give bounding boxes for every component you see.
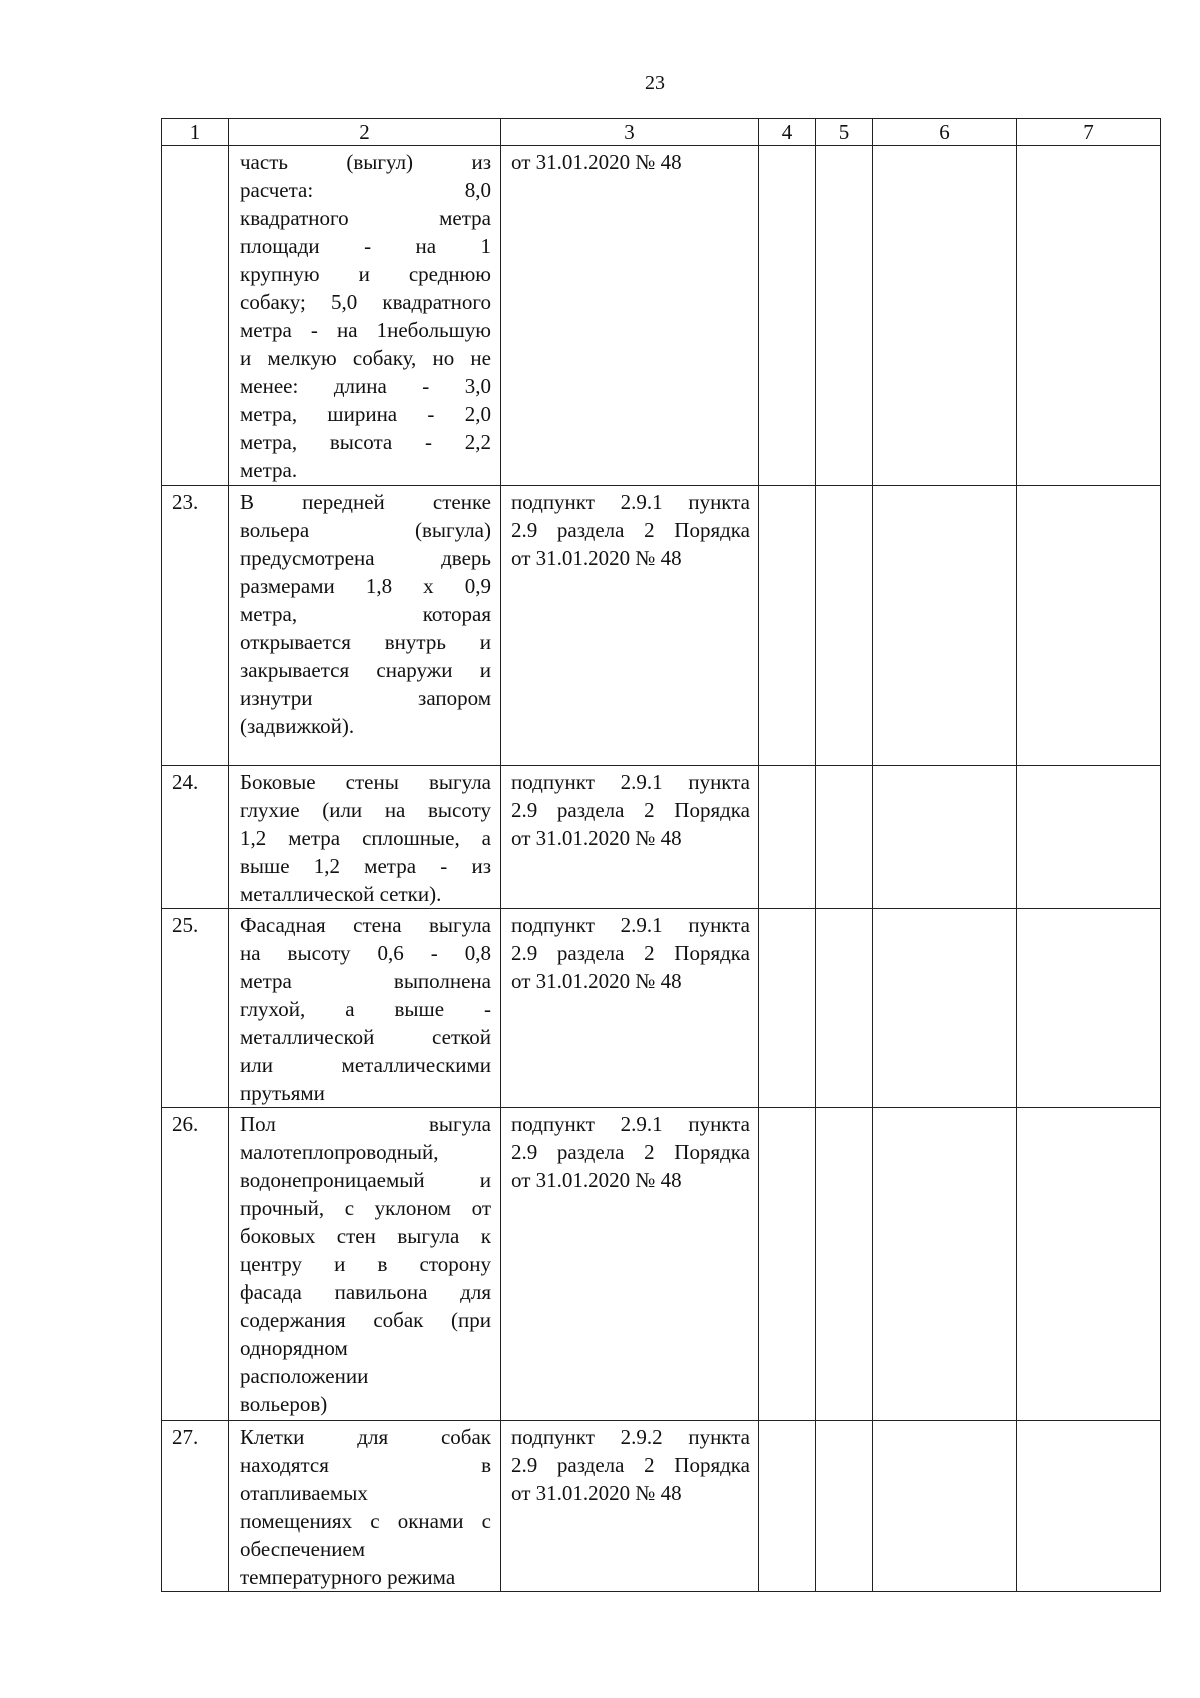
requirement-line: фасада павильона для — [240, 1280, 491, 1304]
reference-line: подпункт 2.9.1 пункта — [511, 490, 750, 514]
empty-cell — [873, 1108, 1017, 1421]
requirement-line: и мелкую собаку, но не — [240, 346, 491, 370]
empty-cell — [1017, 1108, 1161, 1421]
requirement-line: малотеплопроводный, — [240, 1140, 439, 1164]
page-number: 23 — [645, 72, 665, 94]
empty-cell — [816, 146, 873, 486]
empty-cell — [816, 909, 873, 1108]
requirement-line: 1,2 метра сплошные, а — [240, 826, 491, 850]
requirement-line: предусмотрена дверь — [240, 546, 491, 570]
empty-cell — [873, 1421, 1017, 1592]
reference-line: 2.9 раздела 2 Порядка — [511, 518, 750, 542]
column-header: 7 — [1017, 119, 1161, 146]
row-number: 23. — [162, 486, 229, 766]
requirement-line: глухой, а выше - — [240, 997, 491, 1021]
column-header: 2 — [229, 119, 501, 146]
requirement-line: вольеров) — [240, 1392, 328, 1416]
empty-cell — [1017, 766, 1161, 909]
empty-cell — [873, 766, 1017, 909]
empty-cell — [816, 766, 873, 909]
requirement-line: выше 1,2 метра - из — [240, 854, 491, 878]
empty-cell — [816, 1108, 873, 1421]
table-row — [162, 486, 1161, 766]
requirement-line: Пол выгула — [240, 1112, 491, 1136]
requirement-line: размерами 1,8 х 0,9 — [240, 574, 491, 598]
row-number: 24. — [162, 766, 229, 909]
requirement-line: на высоту 0,6 - 0,8 — [240, 941, 491, 965]
requirement-line: метра, высота - 2,2 — [240, 430, 491, 454]
requirement-line: Клетки для собак — [240, 1425, 491, 1449]
requirement-line: помещениях с окнами с — [240, 1509, 491, 1533]
requirement-text — [229, 909, 501, 1108]
reference-line: от 31.01.2020 № 48 — [511, 1481, 682, 1505]
empty-cell — [1017, 1421, 1161, 1592]
requirement-line: Фасадная стена выгула — [240, 913, 491, 937]
table-row — [162, 909, 1161, 1108]
requirement-line: обеспечением — [240, 1537, 366, 1561]
empty-cell — [873, 146, 1017, 486]
column-header: 3 — [501, 119, 759, 146]
empty-cell — [759, 766, 816, 909]
requirement-line: менее: длина - 3,0 — [240, 374, 491, 398]
empty-cell — [1017, 909, 1161, 1108]
requirement-line: (задвижкой). — [240, 714, 355, 738]
requirement-line: метра. — [240, 458, 298, 482]
requirement-line: расположении — [240, 1364, 369, 1388]
requirement-line: глухие (или на высоту — [240, 798, 491, 822]
empty-cell — [759, 909, 816, 1108]
table-row — [162, 766, 1161, 909]
requirement-text — [229, 146, 501, 486]
requirement-line: расчета: 8,0 — [240, 178, 491, 202]
table-row — [162, 1108, 1161, 1421]
legal-reference — [501, 146, 759, 486]
empty-cell — [759, 1108, 816, 1421]
requirement-line: метра - на 1небольшую — [240, 318, 491, 342]
requirement-line: металлической сетки). — [240, 882, 442, 906]
requirement-line: центру и в сторону — [240, 1252, 491, 1276]
empty-cell — [816, 486, 873, 766]
requirement-line: изнутри запором — [240, 686, 491, 710]
requirement-line: открывается внутрь и — [240, 630, 491, 654]
requirement-line: В передней стенке — [240, 490, 491, 514]
requirement-line: часть (выгул) из — [240, 150, 491, 174]
requirement-line: однорядном — [240, 1336, 348, 1360]
empty-cell — [1017, 146, 1161, 486]
column-header: 1 — [162, 119, 229, 146]
empty-cell — [759, 486, 816, 766]
requirement-line: закрывается снаружи и — [240, 658, 491, 682]
reference-line: 2.9 раздела 2 Порядка — [511, 1453, 750, 1477]
requirement-line: метра выполнена — [240, 969, 491, 993]
requirement-line: вольера (выгула) — [240, 518, 491, 542]
reference-line: 2.9 раздела 2 Порядка — [511, 941, 750, 965]
reference-line: от 31.01.2020 № 48 — [511, 826, 682, 850]
requirement-line: Боковые стены выгула — [240, 770, 491, 794]
empty-cell — [873, 486, 1017, 766]
requirement-line: температурного режима — [240, 1565, 456, 1589]
row-number: 25. — [162, 909, 229, 1108]
header-row — [162, 119, 1161, 146]
column-header: 5 — [816, 119, 873, 146]
requirements-table — [161, 118, 1161, 1592]
requirement-line: площади - на 1 — [240, 234, 491, 258]
table-row — [162, 1421, 1161, 1592]
empty-cell — [759, 1421, 816, 1592]
requirement-line: отапливаемых — [240, 1481, 368, 1505]
legal-reference — [501, 766, 759, 909]
requirement-line: метра, ширина - 2,0 — [240, 402, 491, 426]
reference-line: подпункт 2.9.1 пункта — [511, 770, 750, 794]
reference-line: 2.9 раздела 2 Порядка — [511, 798, 750, 822]
reference-line: подпункт 2.9.1 пункта — [511, 1112, 750, 1136]
empty-cell — [1017, 486, 1161, 766]
reference-line: от 31.01.2020 № 48 — [511, 969, 682, 993]
requirement-text — [229, 1108, 501, 1421]
requirement-text — [229, 1421, 501, 1592]
requirement-line: метра, которая — [240, 602, 491, 626]
column-header: 6 — [873, 119, 1017, 146]
row-number — [162, 146, 229, 486]
legal-reference — [501, 1421, 759, 1592]
requirement-line: водонепроницаемый и — [240, 1168, 491, 1192]
requirement-line: квадратного метра — [240, 206, 491, 230]
requirement-text — [229, 766, 501, 909]
legal-reference — [501, 909, 759, 1108]
reference-line: 2.9 раздела 2 Порядка — [511, 1140, 750, 1164]
row-number: 26. — [162, 1108, 229, 1421]
empty-cell — [873, 909, 1017, 1108]
empty-cell — [759, 146, 816, 486]
requirement-line: собаку; 5,0 квадратного — [240, 290, 491, 314]
reference-line: от 31.01.2020 № 48 — [511, 546, 682, 570]
requirement-line: металлической сеткой — [240, 1025, 491, 1049]
requirement-text — [229, 486, 501, 766]
requirement-line: прутьями — [240, 1081, 325, 1105]
reference-line: от 31.01.2020 № 48 — [511, 150, 682, 174]
requirement-line: содержания собак (при — [240, 1308, 491, 1332]
table-row — [162, 146, 1161, 486]
column-header: 4 — [759, 119, 816, 146]
legal-reference — [501, 1108, 759, 1421]
reference-line: подпункт 2.9.2 пункта — [511, 1425, 750, 1449]
requirement-line: крупную и среднюю — [240, 262, 491, 286]
requirement-line: или металлическими — [240, 1053, 491, 1077]
empty-cell — [816, 1421, 873, 1592]
requirement-line: прочный, с уклоном от — [240, 1196, 491, 1220]
reference-line: подпункт 2.9.1 пункта — [511, 913, 750, 937]
row-number: 27. — [162, 1421, 229, 1592]
reference-line: от 31.01.2020 № 48 — [511, 1168, 682, 1192]
legal-reference — [501, 486, 759, 766]
requirement-line: находятся в — [240, 1453, 491, 1477]
requirement-line: боковых стен выгула к — [240, 1224, 491, 1248]
